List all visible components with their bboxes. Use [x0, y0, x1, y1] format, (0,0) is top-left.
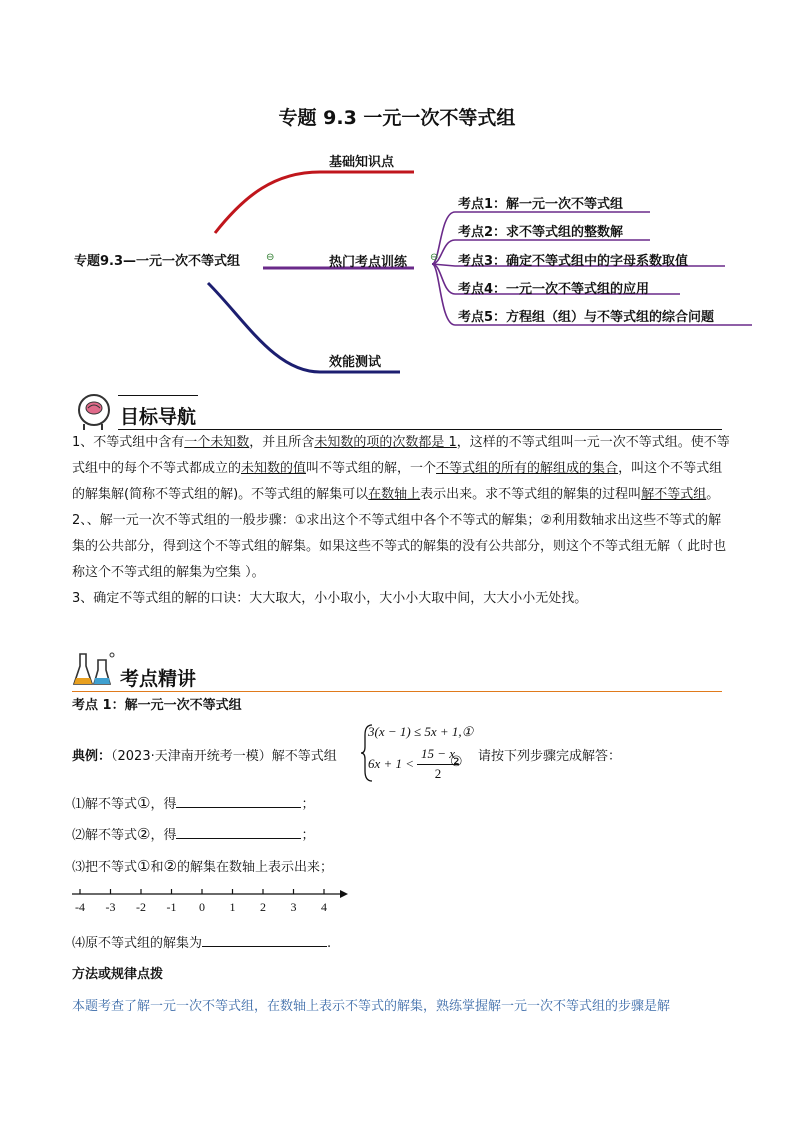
fraction-numerator: 15 − x: [420, 746, 456, 761]
number-line-tick-label: -1: [166, 900, 177, 914]
number-line-tick-label: -3: [105, 900, 116, 914]
page-title: 专题 9.3 一元一次不等式组: [278, 107, 516, 129]
collapse-icon[interactable]: ⊖: [430, 252, 439, 263]
mindmap-subitem: 考点1：解一元一次不等式组: [458, 197, 624, 212]
answer-blank-4[interactable]: [202, 933, 327, 947]
goal-paragraph-2: 2、、解一元一次不等式组的一般步骤：①求出这个不等式组中各个不等式的解集；②利用数轴求出这些不等式的解集的公共部分，得到这个不等式组的解集。如果这些不等式的解集的没有公共部分，则这个不等式组无解（ 此时也称这个不等式组的解集为空集 ）。: [72, 513, 727, 580]
answer-blank-1[interactable]: [176, 794, 301, 808]
inequality-2-mark: ②: [450, 754, 463, 770]
example-intro: 典例：（2023·天津南开统考一模）解不等式组: [72, 749, 337, 764]
head-brain-icon: [72, 390, 122, 432]
number-line-tick-label: -2: [136, 900, 146, 914]
section-heading-goals: 目标导航: [120, 406, 197, 428]
mindmap-branch-training: 热门考点训练: [329, 255, 408, 270]
mindmap-branch-test: 效能测试: [329, 355, 382, 370]
number-line-tick-label: 3: [290, 900, 297, 914]
question-3: ⑶把不等式①和②的解集在数轴上表示出来；: [72, 857, 333, 875]
mindmap-subitem: 考点2：求不等式组的整数解: [458, 225, 624, 240]
number-line-tick-label: -4: [75, 900, 85, 914]
number-line-tick-label: 1: [229, 900, 236, 914]
question-2: ⑵解不等式②，得 ；: [72, 825, 315, 843]
number-line-tick-label: 2: [260, 900, 266, 914]
answer-blank-2[interactable]: [176, 825, 301, 839]
section-heading-topics: 考点精讲: [120, 668, 197, 690]
collapse-icon[interactable]: ⊖: [266, 252, 275, 263]
mindmap-root: 专题9.3—一元一次不等式组: [74, 254, 241, 269]
example-tail: 请按下列步骤完成解答：: [478, 749, 622, 764]
inequality-1: 3(x − 1) ≤ 5x + 1,①: [368, 724, 474, 739]
question-1: ⑴解不等式①，得 ；: [72, 794, 315, 812]
number-line-tick-label: 4: [321, 900, 327, 914]
number-line-ticks: [80, 889, 324, 894]
inequality-2-left: 6x + 1 <: [368, 756, 415, 771]
mindmap-subitem: 考点5：方程组（组）与不等式组的综合问题: [458, 310, 715, 325]
number-line: [70, 886, 352, 900]
branch-line-red: [215, 172, 414, 233]
method-heading: 方法或规律点拨: [72, 967, 164, 982]
fraction-denominator: 2: [434, 766, 442, 781]
topic-heading: 考点 1：解一元一次不等式组: [72, 698, 242, 713]
flask-icon: [72, 650, 116, 690]
mindmap-subitem: 考点3：确定不等式组中的字母系数取值: [458, 254, 689, 269]
divider: [72, 691, 722, 692]
question-4: ⑷原不等式组的解集为 .: [72, 932, 331, 951]
goals-text: [72, 430, 732, 612]
divider: [118, 395, 198, 396]
method-text: 本题考查了解一元一次不等式组，在数轴上表示不等式的解集，熟练掌握解一元一次不等式组的步骤是解: [72, 999, 671, 1014]
goal-paragraph-1: 1、不等式组中含有一个未知数，并且所含未知数的项的次数都是 1，这样的不等式组叫一元一次不等式组。使不等式组中的每个不等式都成立的未知数的值叫不等式组的解，一个不等式组的所有的解组成的集合，叫这个不等式组的解集解(简称不等式组的解)。不等式组的解集可以在数轴上表示出来。求不等式组的解集的过程叫解不等式组。: [72, 435, 730, 502]
goal-paragraph-3: 3、确定不等式组的解的口诀：大大取大，小小取小，大小小大取中间，大大小小无处找。: [72, 591, 588, 606]
mindmap-subitem: 考点4：一元一次不等式组的应用: [458, 282, 650, 297]
number-line-tick-label: 0: [199, 900, 205, 914]
mindmap-branch-basics: 基础知识点: [329, 155, 395, 170]
